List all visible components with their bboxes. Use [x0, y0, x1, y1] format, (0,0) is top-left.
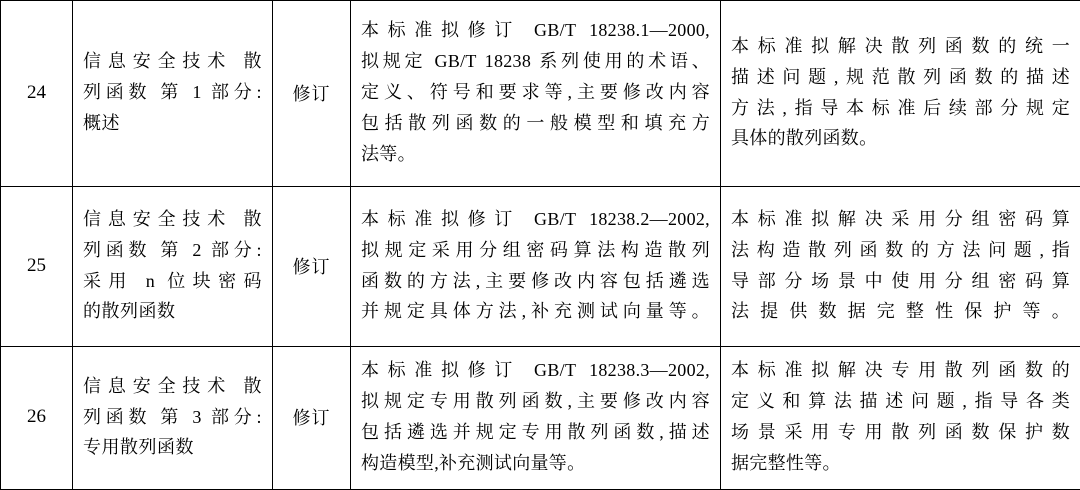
- standard-purpose: [721, 187, 1080, 347]
- description-line: 函数的方法,主要修改内容包括遴选: [361, 266, 710, 297]
- standard-name-line: 信息安全技术 散: [83, 371, 262, 402]
- table-row: [1, 1, 1080, 187]
- purpose-line: 据完整性等。: [731, 448, 1070, 479]
- standard-name-line: 信息安全技术 散: [83, 204, 262, 235]
- purpose-line: 场景采用专用散列函数保护数: [731, 417, 1070, 448]
- description-line: 并规定具体方法,补充测试向量等。: [361, 296, 710, 327]
- purpose-line: 法提供数据完整性保护等。: [731, 296, 1070, 327]
- standard-name-line: 概述: [83, 108, 262, 139]
- row-number: 24: [1, 1, 73, 187]
- table-body: [1, 1, 1080, 490]
- purpose-line: 导部分场景中使用分组密码算: [731, 266, 1070, 297]
- description-line: 拟规定 GB/T 18238 系列使用的术语、: [361, 46, 710, 77]
- description-line: 构造模型,补充测试向量等。: [361, 448, 710, 479]
- revision-type: 修订: [273, 187, 351, 347]
- standard-name-line: 列函数 第 3 部分:: [83, 402, 262, 433]
- standard-purpose: [721, 347, 1080, 490]
- standard-description: [351, 347, 721, 490]
- standard-name-line: 采用 n 位块密码: [83, 266, 262, 297]
- row-number: 25: [1, 187, 73, 347]
- standard-name: [73, 347, 273, 490]
- standard-name-line: 的散列函数: [83, 296, 262, 327]
- description-line: 法等。: [361, 139, 710, 170]
- purpose-line: 本标准拟解决采用分组密码算: [731, 204, 1070, 235]
- standard-name: [73, 187, 273, 347]
- description-line: 包括遴选并规定专用散列函数,描述: [361, 417, 710, 448]
- revision-type: 修订: [273, 347, 351, 490]
- purpose-line: 方法,指导本标准后续部分规定: [731, 93, 1070, 124]
- description-line: 拟规定专用散列函数,主要修改内容: [361, 386, 710, 417]
- standard-name-line: 专用散列函数: [83, 432, 262, 463]
- table-row: [1, 347, 1080, 490]
- description-line: 本标准拟修订 GB/T 18238.2—2002,: [361, 204, 710, 235]
- revision-type: 修订: [273, 1, 351, 187]
- purpose-line: 定义和算法描述问题,指导各类: [731, 386, 1070, 417]
- purpose-line: 本标准拟解决专用散列函数的: [731, 355, 1070, 386]
- description-line: 本标准拟修订 GB/T 18238.1—2000,: [361, 15, 710, 46]
- standard-name-line: 列函数 第 2 部分:: [83, 235, 262, 266]
- standard-purpose: [721, 1, 1080, 187]
- standard-name: [73, 1, 273, 187]
- description-line: 拟规定采用分组密码算法构造散列: [361, 235, 710, 266]
- standard-description: [351, 187, 721, 347]
- purpose-line: 法构造散列函数的方法问题,指: [731, 235, 1070, 266]
- standard-description: [351, 1, 721, 187]
- description-line: 本标准拟修订 GB/T 18238.3—2002,: [361, 355, 710, 386]
- purpose-line: 本标准拟解决散列函数的统一: [731, 31, 1070, 62]
- standard-name-line: 列函数 第 1 部分:: [83, 77, 262, 108]
- row-number: 26: [1, 347, 73, 490]
- description-line: 定义、符号和要求等,主要修改内容: [361, 77, 710, 108]
- purpose-line: 描述问题,规范散列函数的描述: [731, 62, 1070, 93]
- purpose-line: 具体的散列函数。: [731, 123, 1070, 154]
- standard-name-line: 信息安全技术 散: [83, 46, 262, 77]
- table-row: [1, 187, 1080, 347]
- description-line: 包括散列函数的一般模型和填充方: [361, 108, 710, 139]
